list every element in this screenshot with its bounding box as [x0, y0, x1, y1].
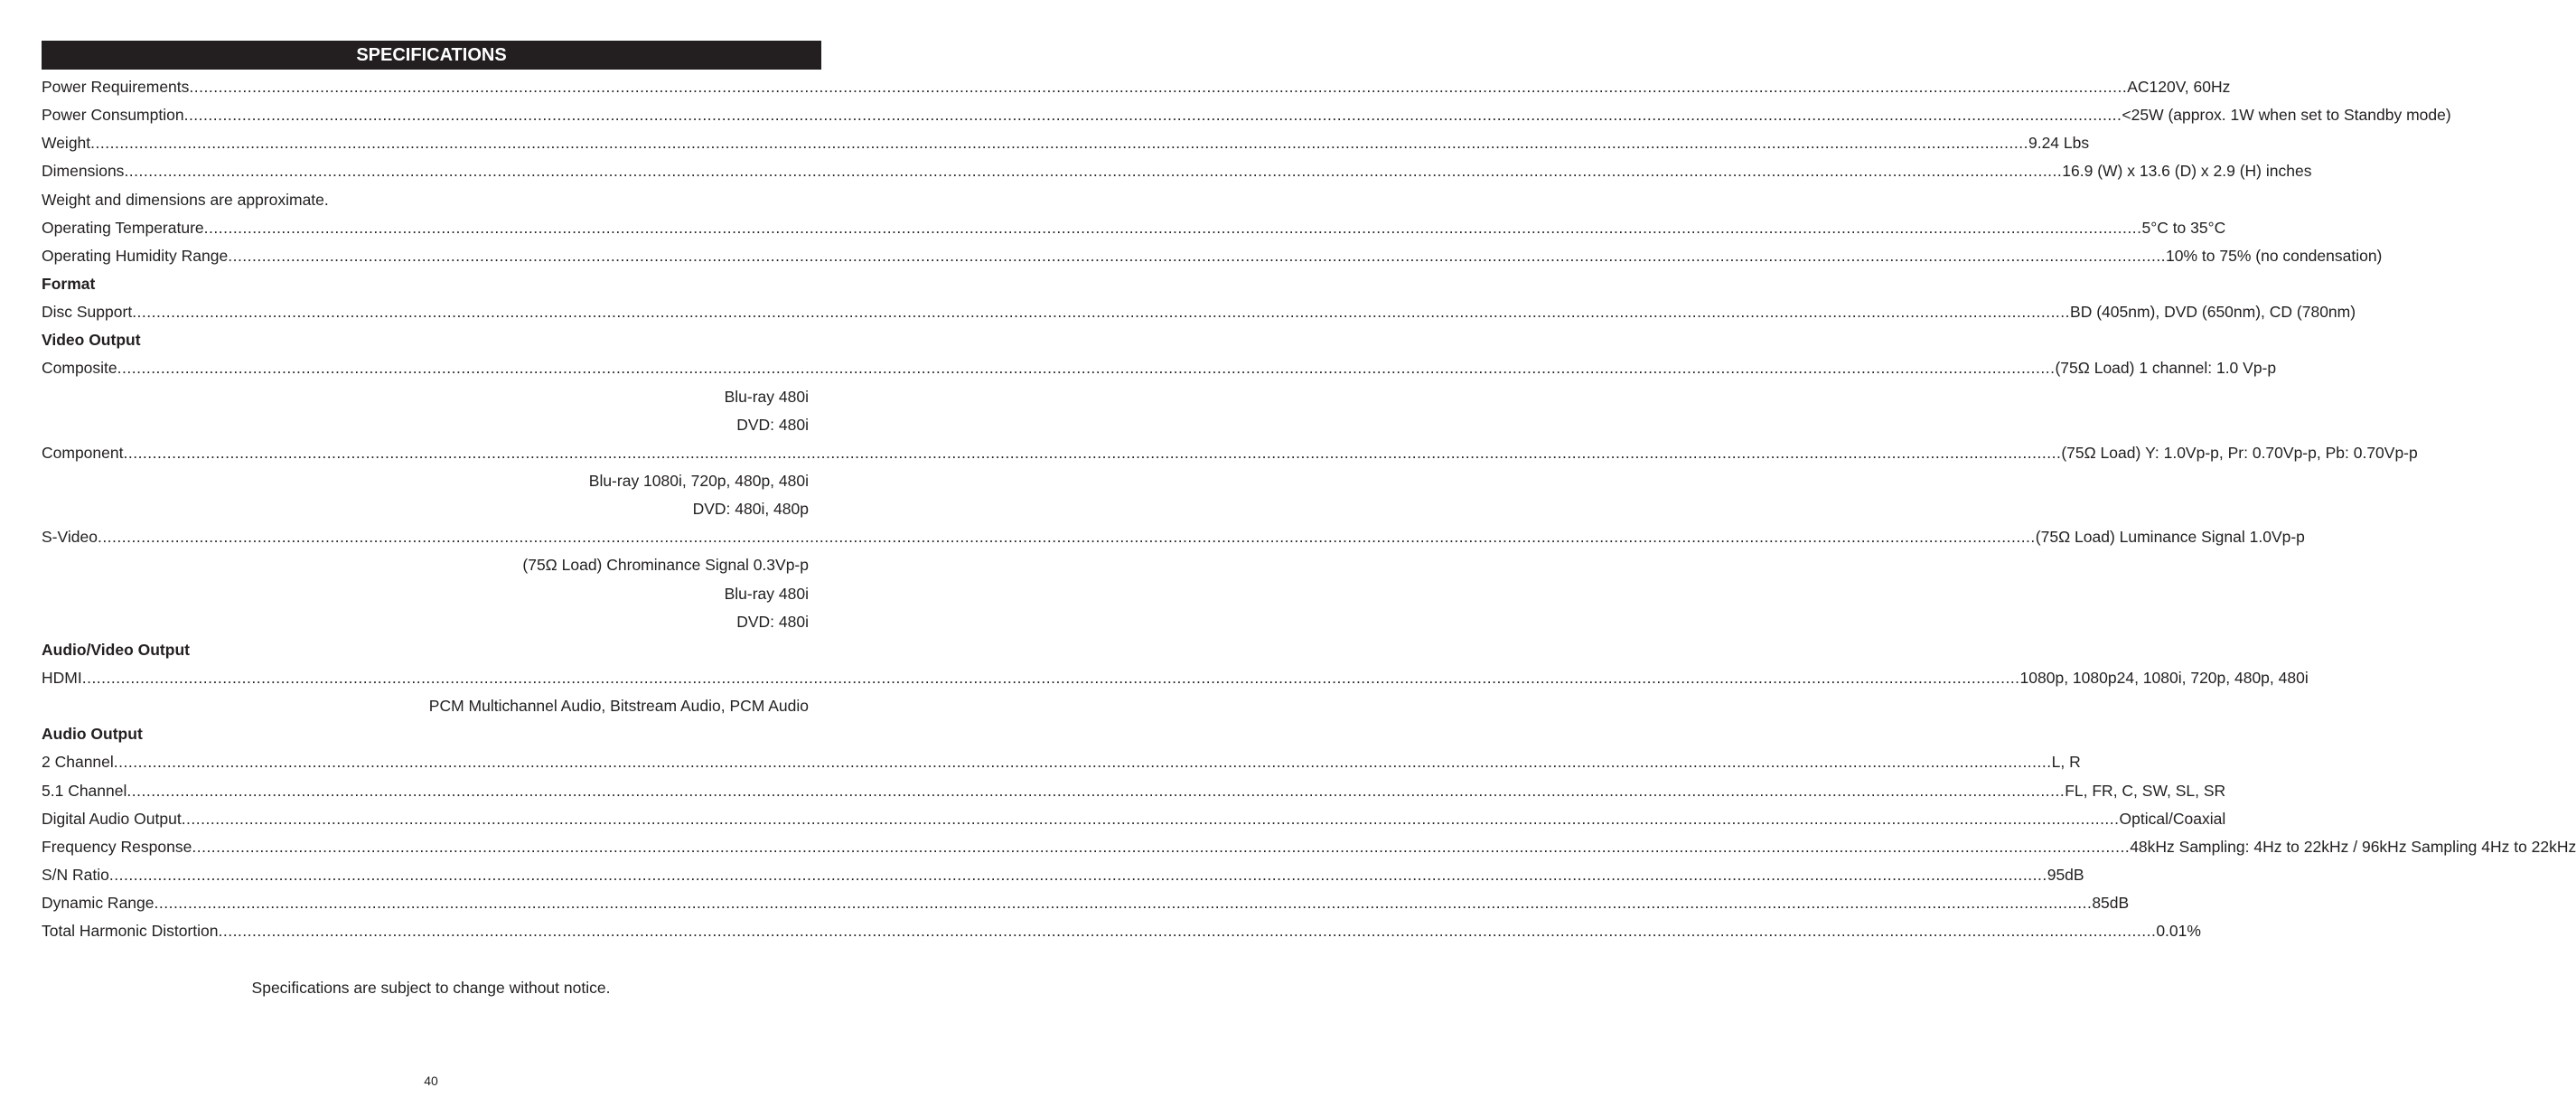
- spec-label: Frequency Response: [42, 837, 192, 856]
- spec-note: [42, 186, 809, 214]
- spec-value: 0.01%: [2156, 922, 2201, 941]
- spec-value: L, R: [2051, 753, 2081, 772]
- spec-value: FL, FR, C, SW, SL, SR: [2065, 781, 2226, 800]
- section-heading: [42, 326, 809, 354]
- spec-label: Total Harmonic Distortion: [42, 922, 219, 941]
- spec-row: [42, 242, 2383, 270]
- spec-value: Optical/Coaxial: [2119, 809, 2226, 828]
- spec-label: S-Video: [42, 528, 98, 547]
- spec-label: Power Consumption: [42, 106, 184, 125]
- spec-continuation: [42, 383, 809, 411]
- spec-continuation: [42, 551, 809, 579]
- section-heading-text: Audio/Video Output: [42, 640, 190, 659]
- spec-row: [42, 664, 2309, 692]
- section-heading-text: Audio Output: [42, 725, 143, 744]
- spec-continuation-text: (75Ω Load) Chrominance Signal 0.3Vp-p: [522, 556, 809, 575]
- page-title: SPECIFICATIONS: [42, 41, 821, 70]
- spec-row: [42, 439, 2418, 467]
- spec-row: [42, 917, 2201, 945]
- dot-leader: ................................................................................................................................................................................................................................................................................................................................................................................................................: [113, 753, 2052, 772]
- spec-label: 5.1 Channel: [42, 781, 127, 800]
- dot-leader: ................................................................................................................................................................................................................................................................................................................................................................................................................: [181, 809, 2120, 828]
- spec-row: [42, 777, 2226, 805]
- spec-label: Weight: [42, 134, 91, 153]
- change-notice: Specifications are subject to change without notice.: [251, 979, 611, 997]
- dot-leader: ................................................................................................................................................................................................................................................................................................................................................................................................................: [189, 78, 2128, 97]
- dot-leader: ................................................................................................................................................................................................................................................................................................................................................................................................................: [97, 528, 2036, 547]
- spec-continuation-text: DVD: 480i: [736, 415, 809, 434]
- section-heading-text: Video Output: [42, 331, 141, 350]
- spec-label: HDMI: [42, 669, 82, 688]
- dot-leader: ................................................................................................................................................................................................................................................................................................................................................................................................................: [154, 894, 2093, 913]
- spec-row: [42, 101, 2451, 129]
- spec-value: 5°C to 35°C: [2141, 218, 2226, 237]
- spec-label: Disc Support: [42, 303, 133, 322]
- spec-continuation-text: DVD: 480i: [736, 612, 809, 631]
- spec-row: [42, 354, 2277, 382]
- spec-continuation-text: DVD: 480i, 480p: [692, 500, 809, 519]
- spec-label: S/N Ratio: [42, 866, 109, 884]
- spec-row: [42, 805, 2226, 833]
- spec-value: 16.9 (W) x 13.6 (D) x 2.9 (H) inches: [2062, 162, 2312, 181]
- section-heading: [42, 636, 809, 664]
- dot-leader: ................................................................................................................................................................................................................................................................................................................................................................................................................: [228, 246, 2167, 265]
- spec-continuation-text: Blu-ray 1080i, 720p, 480p, 480i: [588, 472, 809, 491]
- spec-row: [42, 129, 2090, 157]
- dot-leader: ................................................................................................................................................................................................................................................................................................................................................................................................................: [108, 866, 2047, 884]
- dot-leader: ................................................................................................................................................................................................................................................................................................................................................................................................................: [81, 669, 2020, 688]
- page-number: 40: [424, 1074, 438, 1088]
- spec-continuation: [42, 467, 809, 495]
- spec-value: 85dB: [2092, 894, 2130, 913]
- spec-value: BD (405nm), DVD (650nm), CD (780nm): [2070, 303, 2356, 322]
- dot-leader: ................................................................................................................................................................................................................................................................................................................................................................................................................: [218, 922, 2157, 941]
- dot-leader: ................................................................................................................................................................................................................................................................................................................................................................................................................: [123, 443, 2062, 462]
- spec-label: Operating Temperature: [42, 218, 204, 237]
- dot-leader: ................................................................................................................................................................................................................................................................................................................................................................................................................: [117, 359, 2056, 378]
- spec-row: [42, 748, 2081, 776]
- spec-continuation: [42, 692, 809, 720]
- spec-row: [42, 861, 2084, 889]
- spec-row: [42, 73, 2231, 101]
- spec-continuation: [42, 495, 809, 523]
- spec-value: <25W (approx. 1W when set to Standby mode): [2122, 106, 2451, 125]
- section-heading: [42, 270, 809, 298]
- section-heading: [42, 720, 809, 748]
- spec-label: Dynamic Range: [42, 894, 155, 913]
- dot-leader: ................................................................................................................................................................................................................................................................................................................................................................................................................: [90, 134, 2028, 153]
- spec-row: [42, 157, 2312, 185]
- spec-value: AC120V, 60Hz: [2127, 78, 2231, 97]
- spec-label: Digital Audio Output: [42, 809, 182, 828]
- dot-leader: ................................................................................................................................................................................................................................................................................................................................................................................................................: [126, 781, 2065, 800]
- spec-continuation: [42, 580, 809, 608]
- spec-continuation-text: PCM Multichannel Audio, Bitstream Audio, PCM Audio: [428, 697, 809, 716]
- dot-leader: ................................................................................................................................................................................................................................................................................................................................................................................................................: [132, 303, 2071, 322]
- section-heading-text: Format: [42, 275, 96, 294]
- spec-label: Component: [42, 443, 124, 462]
- spec-note-text: Weight and dimensions are approximate.: [42, 190, 329, 209]
- spec-value: 48kHz Sampling: 4Hz to 22kHz / 96kHz Sampling 4Hz to 22kHz: [2130, 837, 2576, 856]
- spec-row: [42, 523, 2305, 551]
- dot-leader: ................................................................................................................................................................................................................................................................................................................................................................................................................: [183, 106, 2122, 125]
- dot-leader: ................................................................................................................................................................................................................................................................................................................................................................................................................: [203, 218, 2142, 237]
- spec-continuation-text: Blu-ray 480i: [724, 584, 809, 603]
- dot-leader: ................................................................................................................................................................................................................................................................................................................................................................................................................: [192, 837, 2131, 856]
- spec-value: 10% to 75% (no condensation): [2166, 246, 2383, 265]
- spec-value: (75Ω Load) 1 channel: 1.0 Vp-p: [2055, 359, 2277, 378]
- spec-row: [42, 298, 2356, 326]
- spec-row: [42, 214, 2226, 242]
- spec-list: [42, 73, 2576, 945]
- spec-continuation: [42, 608, 809, 636]
- spec-continuation: [42, 411, 809, 439]
- dot-leader: ................................................................................................................................................................................................................................................................................................................................................................................................................: [124, 162, 2063, 181]
- spec-value: 95dB: [2047, 866, 2084, 884]
- spec-value: (75Ω Load) Y: 1.0Vp-p, Pr: 0.70Vp-p, Pb: 0.70Vp-p: [2061, 443, 2418, 462]
- spec-label: Operating Humidity Range: [42, 246, 229, 265]
- spec-label: Power Requirements: [42, 78, 190, 97]
- spec-continuation-text: Blu-ray 480i: [724, 387, 809, 406]
- spec-label: 2 Channel: [42, 753, 114, 772]
- spec-row: [42, 889, 2130, 917]
- spec-label: Composite: [42, 359, 117, 378]
- spec-row: [42, 833, 2576, 861]
- spec-value: 1080p, 1080p24, 1080i, 720p, 480p, 480i: [2019, 669, 2309, 688]
- spec-value: (75Ω Load) Luminance Signal 1.0Vp-p: [2035, 528, 2305, 547]
- spec-value: 9.24 Lbs: [2028, 134, 2090, 153]
- spec-label: Dimensions: [42, 162, 125, 181]
